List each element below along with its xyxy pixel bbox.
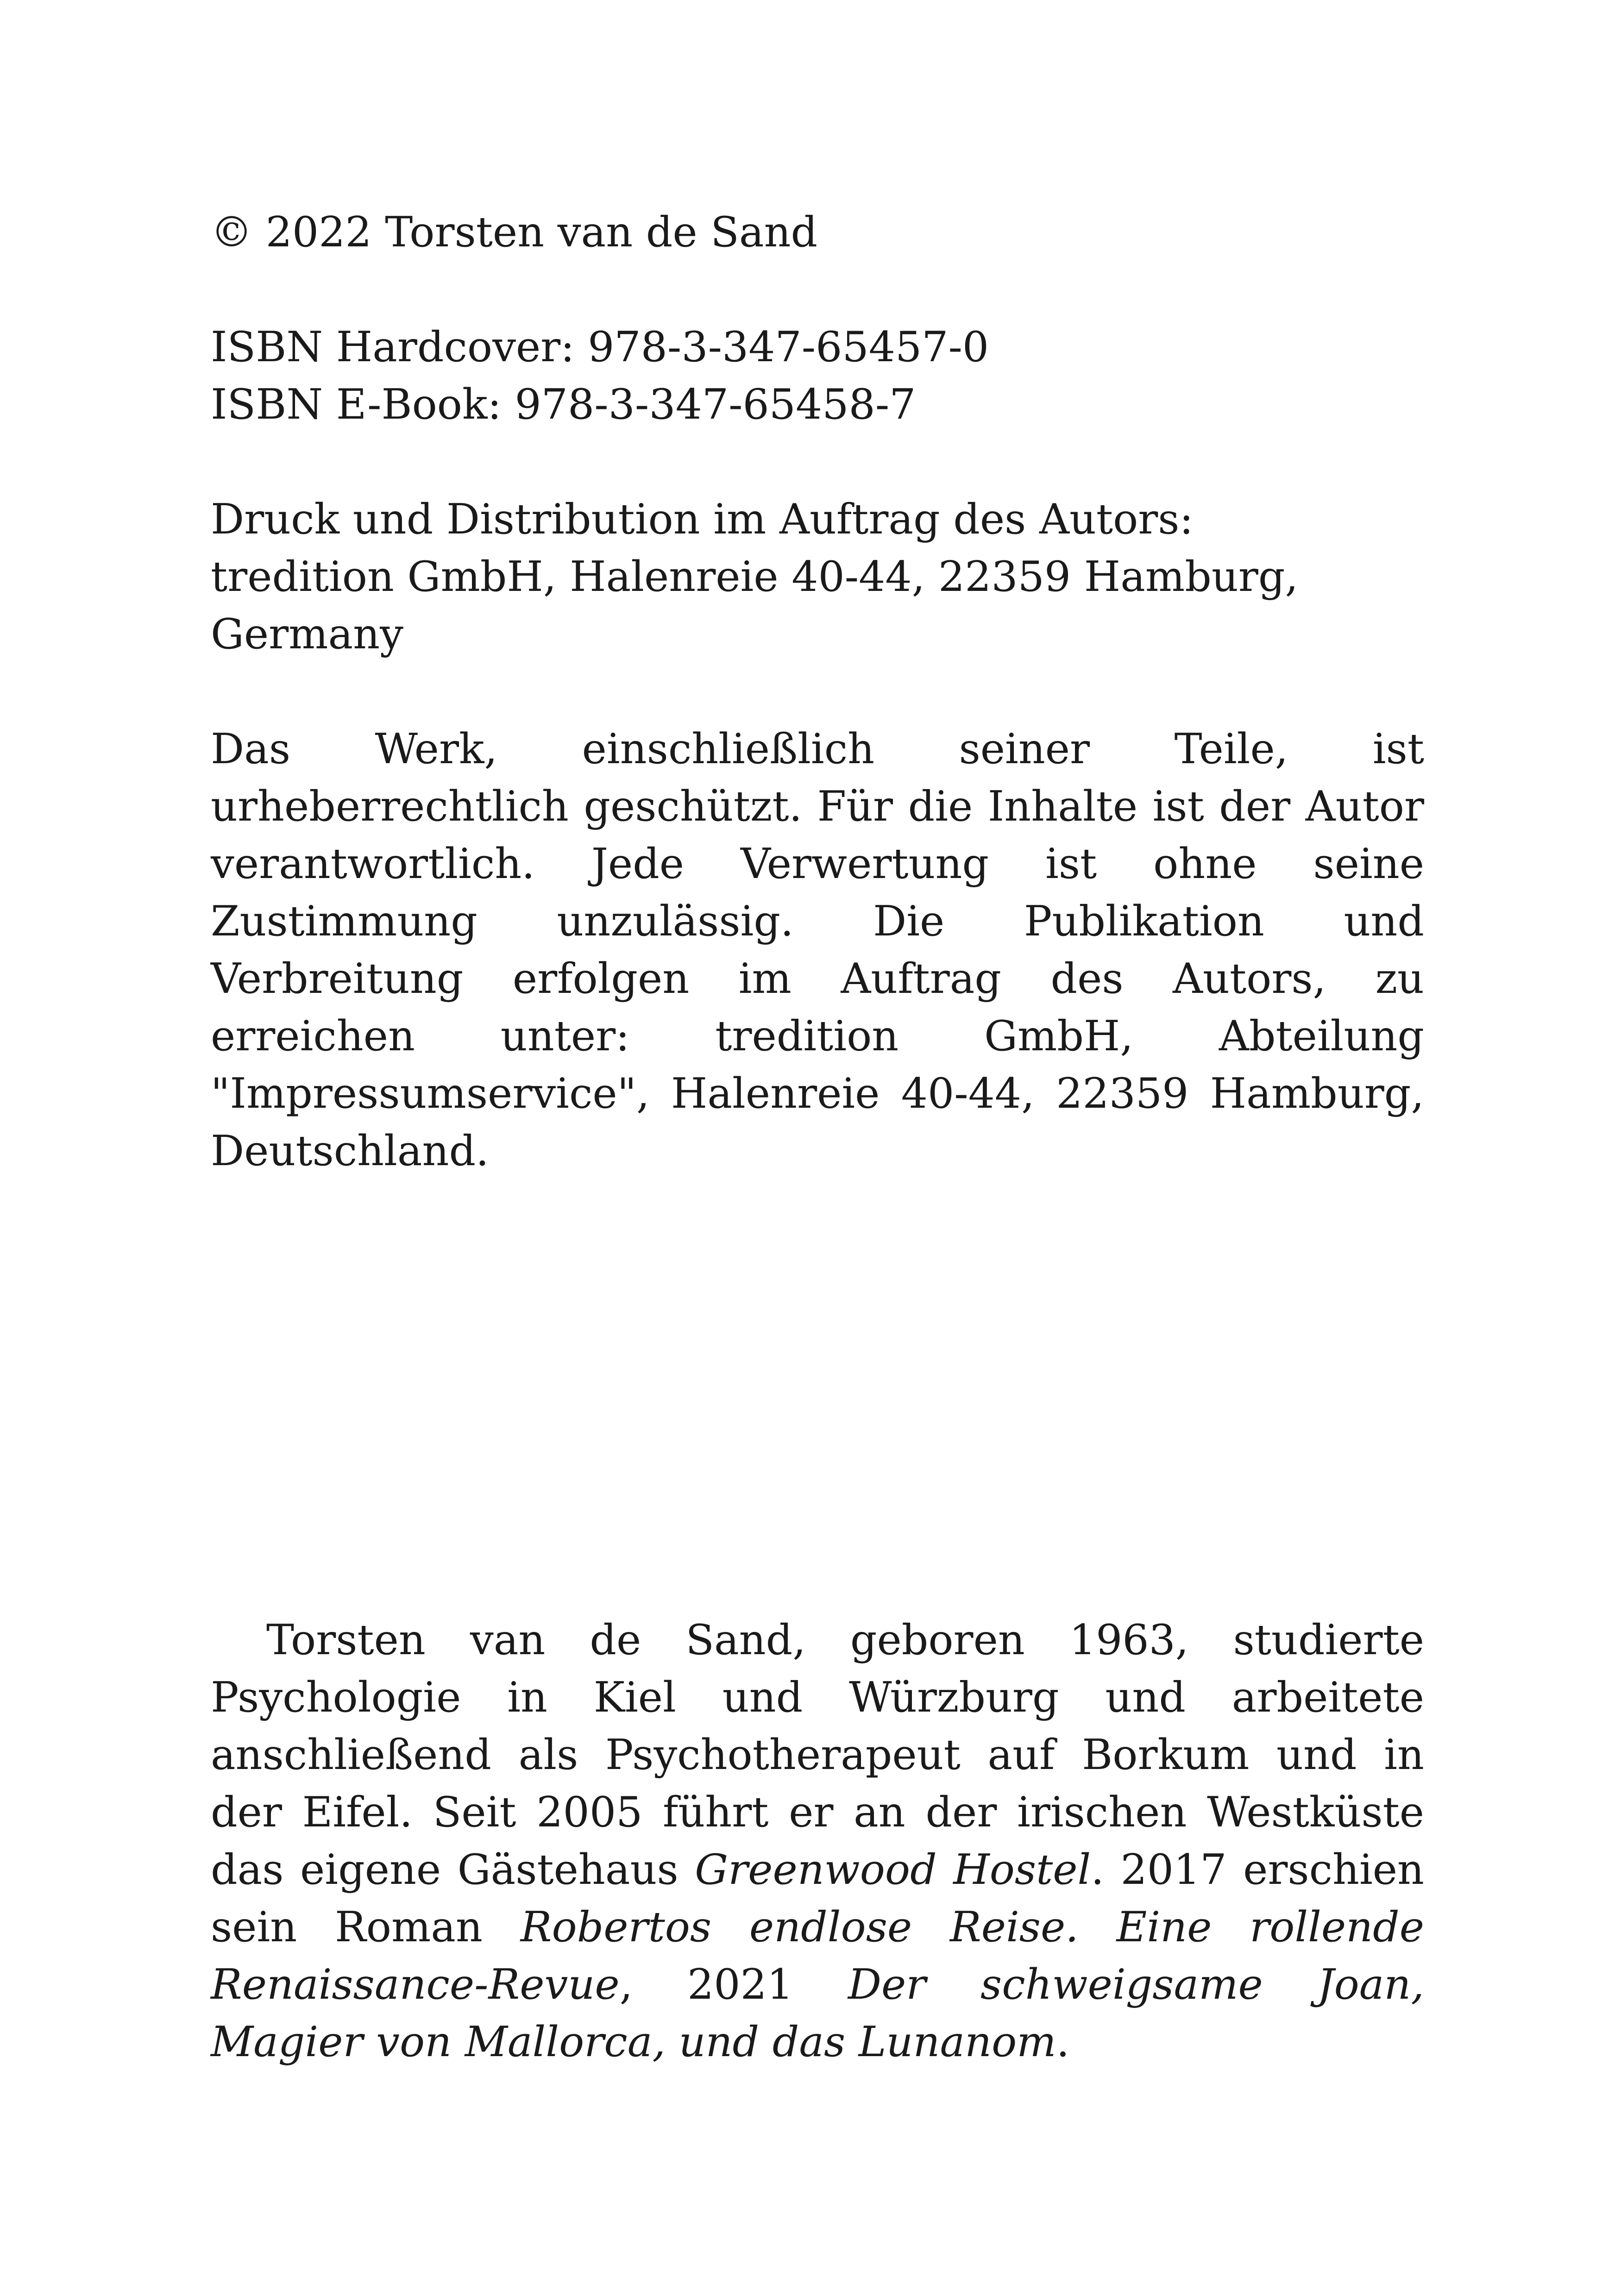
print-distribution-line-2: tredition GmbH, Halenreie 40-44, 22359 Hamburg, Germany (211, 552, 1299, 659)
print-distribution-block (211, 491, 1424, 663)
author-bio (211, 1612, 1424, 2071)
bio-text-3: , 2021 (619, 1960, 848, 2009)
imprint-section (211, 204, 1424, 1180)
bio-title-novel-1: Robertos endlose Reise. Eine rollende Renaissance-Revue (211, 1903, 1424, 2009)
legal-notice: Das Werk, einschließlich seiner Teile, ist urheberrechtlich geschützt. Für die Inhalte ist der Autor verantwortlich. Jede Verwertung ist ohne seine Zustimmung unzulässig. Die Publikation und Verbreitung erfolgen im Auftrag des Autors, zu erreichen unter: tredition GmbH, Abteilung "Impressumservice", Halenreie 40-44, 22359 Hamburg, Deutschland. (211, 725, 1424, 1175)
copyright-line: © 2022 Torsten van de Sand (211, 208, 818, 257)
bio-title-hostel: Greenwood Hostel (695, 1845, 1091, 1894)
bio-text-1: Torsten van de Sand, geboren 1963, studierte Psychologie in Kiel und Würzburg und arbeitete anschließend als Psychotherapeut auf Borkum und in der Eifel. Seit 2005 führt er an der irischen Westküste das eigene Gästehaus (211, 1616, 1424, 1894)
isbn-hardcover: ISBN Hardcover: 978-3-347-65457-0 (211, 323, 989, 371)
bio-text-2: . 2017 erschien sein Roman (211, 1845, 1424, 1951)
bio-title-novel-2: Der schweigsame Joan, Magier von Mallorca, und das Lunanom (211, 1960, 1424, 2066)
isbn-ebook: ISBN E-Book: 978-3-347-65458-7 (211, 380, 916, 429)
bio-text-4: . (1056, 2018, 1070, 2066)
print-distribution-line-1: Druck und Distribution im Auftrag des Autors: (211, 495, 1194, 544)
isbn-block (211, 319, 1424, 433)
